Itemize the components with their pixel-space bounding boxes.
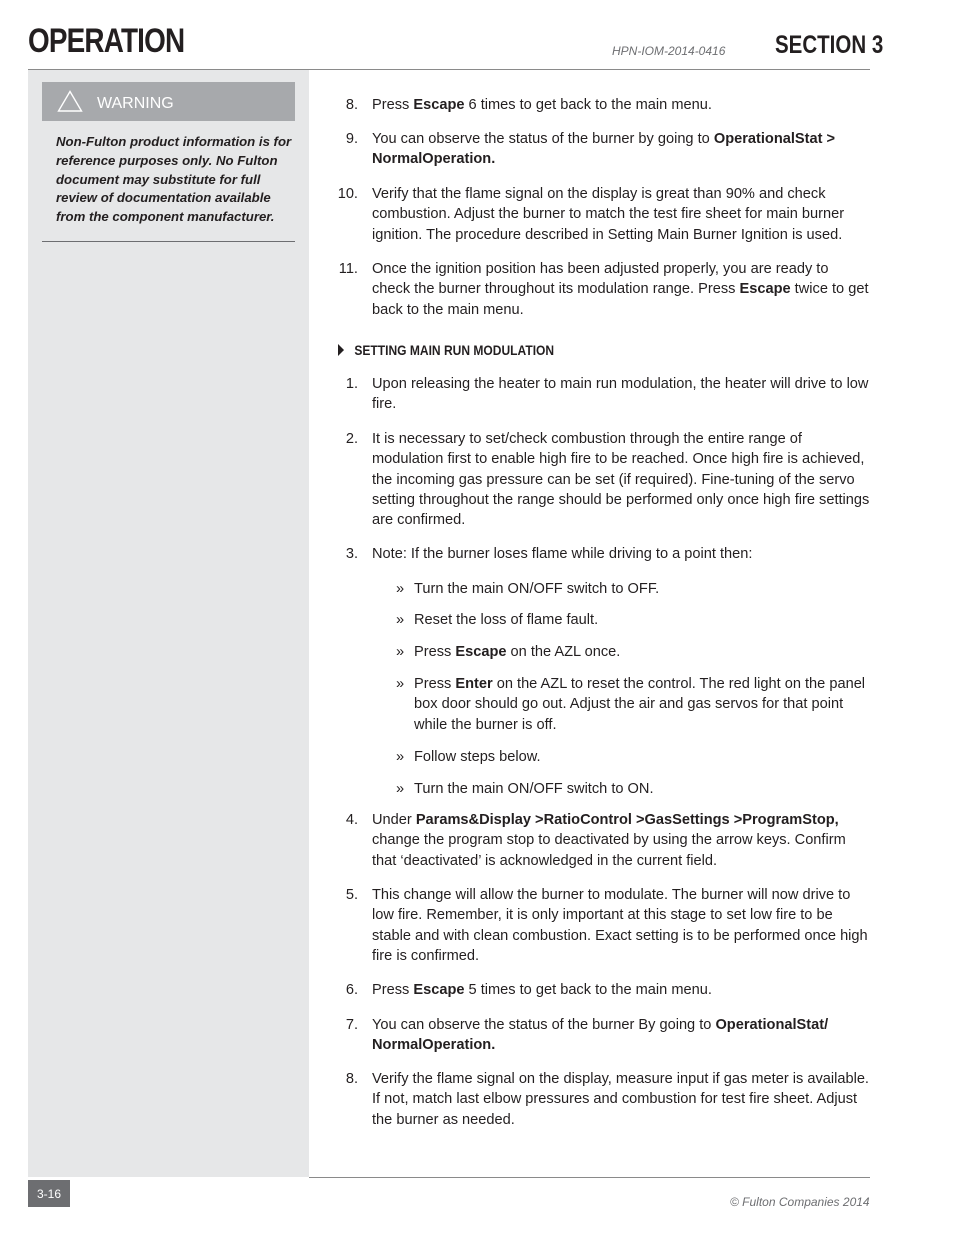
item-number: 9.	[345, 131, 358, 147]
triangle-bullet-icon	[338, 344, 344, 356]
bullet-mark: »	[396, 781, 405, 797]
sub-item-text: Turn the main ON/OFF switch to ON.	[414, 781, 654, 797]
item-number: 4.	[345, 812, 358, 828]
item-text: Note: If the burner loses flame while driving to a point then:	[372, 546, 753, 562]
sub-item-text: Press Enter on the AZL to reset the control. The red light on the panel box door should go out. Adjust the air and gas servos for that point while the burner is off.	[414, 676, 866, 733]
bullet-mark: »	[396, 644, 405, 660]
sub-item-text: Turn the main ON/OFF switch to OFF.	[414, 581, 660, 597]
bullet-mark: »	[396, 612, 405, 628]
item-text: This change will allow the burner to modulate. The burner will now drive to low fire. Remember, it is only important at this stage to set low fire to be stable and with clean combustion. Exact setting is to be performed once high fire is confirmed.	[372, 887, 868, 964]
page-title: OPERATION	[28, 22, 185, 60]
item-text: Once the ignition position has been adjusted properly, you are ready to check the burner throughout its modulation range. Press Escape twice to get back to the main menu.	[372, 261, 869, 318]
item-number: 3.	[345, 546, 358, 562]
warning-text: Non-Fulton product information is for reference purposes only. No Fulton document may substitute for full review of documentation available from the component manufacturer.	[56, 134, 292, 225]
warning-divider	[42, 241, 295, 242]
item-text: It is necessary to set/check combustion through the entire range of modulation first to enable high fire to be reached. Once high fire is achieved, the incoming gas pressure can be set (if required). Fine-tuning of the servo setting throughout the range should be performed only once high fire settings are confirmed.	[372, 431, 870, 529]
item-number: 8.	[345, 1071, 358, 1087]
bullet-mark: »	[396, 581, 405, 597]
warning-box	[42, 82, 295, 121]
sub-item-text: Press Escape on the AZL once.	[414, 644, 621, 660]
item-text: You can observe the status of the burner by going to OperationalStat > NormalOperation.	[372, 131, 836, 168]
item-number: 2.	[345, 431, 358, 447]
sub-item-text: Reset the loss of flame fault.	[414, 612, 599, 628]
footer-divider	[309, 1177, 870, 1178]
item-text: Press Escape 5 times to get back to the main menu.	[372, 982, 712, 998]
page-number: 3-16	[28, 1180, 70, 1207]
item-number: 6.	[345, 982, 358, 998]
item-text: Verify the flame signal on the display, measure input if gas meter is available. If not, match last elbow pressures and combustion for test fire sheet. Adjust the burner as needed.	[372, 1071, 869, 1128]
bullet-mark: »	[396, 676, 405, 692]
document-number: HPN-IOM-2014-0416	[612, 44, 726, 58]
item-number: 11.	[338, 261, 358, 277]
sidebar	[28, 70, 309, 1177]
bullet-mark: »	[396, 749, 405, 765]
item-number: 7.	[345, 1017, 358, 1033]
item-text: Press Escape 6 times to get back to the main menu.	[372, 97, 712, 113]
subheading: SETTING MAIN RUN MODULATION	[338, 342, 554, 358]
warning-label: WARNING	[97, 95, 174, 112]
item-number: 10.	[337, 186, 358, 202]
item-number: 1.	[345, 376, 358, 392]
section-label: SECTION 3	[775, 31, 884, 59]
item-number: 8.	[345, 97, 358, 113]
item-number: 5.	[345, 887, 358, 903]
item-text: You can observe the status of the burner By going to OperationalStat/ NormalOperation.	[372, 1017, 829, 1054]
warning-triangle-icon	[57, 90, 83, 112]
item-text: Under Params&Display >RatioControl >GasSettings >ProgramStop, change the program stop to deactivated by using the arrow keys. Confirm that ‘deactivated’ is acknowledged in the current field.	[372, 812, 846, 869]
item-text: Verify that the flame signal on the display is great than 90% and check combustion. Adjust the burner to match the test fire sheet for main burner ignition. The procedure described in Setting Main Burner Ignition is used.	[372, 186, 845, 243]
sub-item-text: Follow steps below.	[414, 749, 541, 765]
item-text: Upon releasing the heater to main run modulation, the heater will drive to low fire.	[372, 376, 869, 413]
copyright: © Fulton Companies 2014	[730, 1195, 870, 1209]
